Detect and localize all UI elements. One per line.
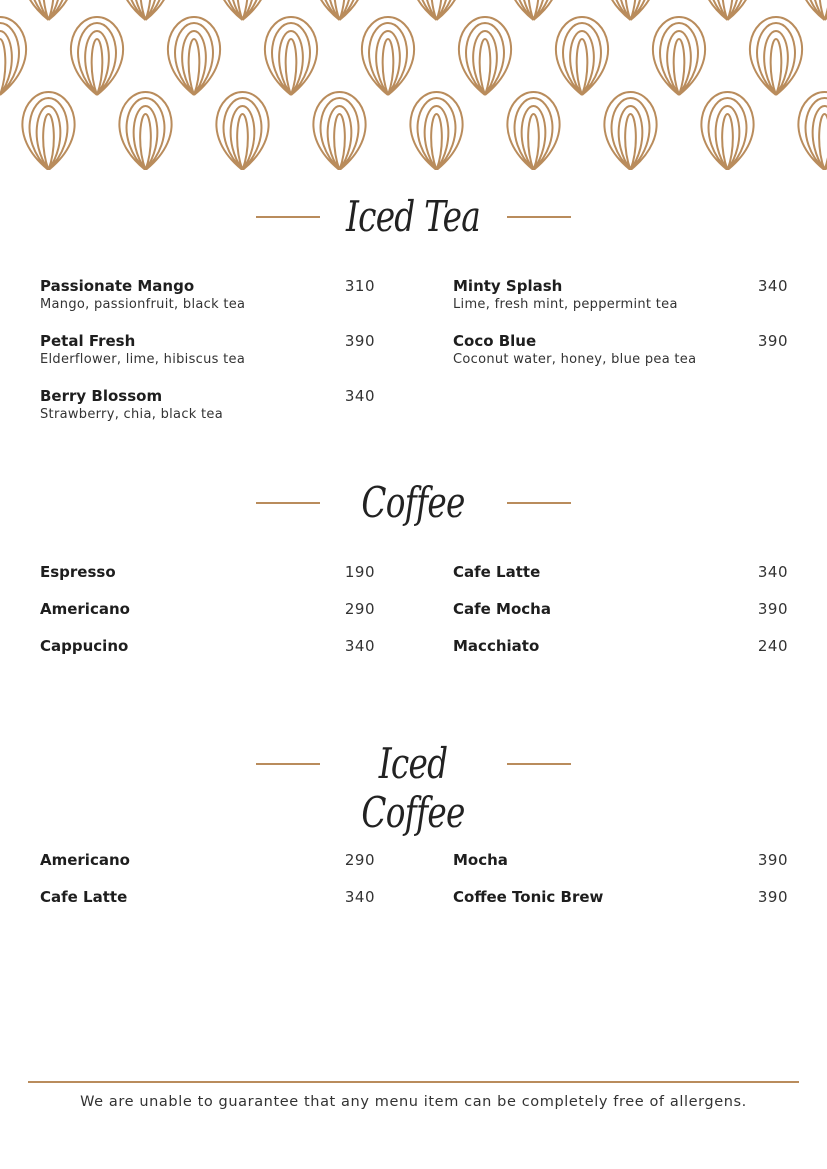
item-price: 390 — [757, 600, 788, 618]
item-price: 390 — [757, 888, 788, 906]
item-name: Macchiato — [453, 637, 540, 655]
item-name: Espresso — [40, 563, 116, 581]
footer-divider — [28, 1081, 799, 1083]
item-price: 340 — [344, 387, 375, 405]
item-name: Americano — [40, 600, 130, 618]
allergen-note: We are unable to guarantee that any menu item can be completely free of allergens. — [80, 1094, 747, 1110]
item-description: Mango, passionfruit, black tea — [40, 297, 246, 312]
item-price: 390 — [757, 332, 788, 350]
item-price: 190 — [344, 563, 375, 581]
heading-rule-left — [256, 502, 320, 504]
item-name: Cafe Mocha — [453, 600, 551, 618]
heading-rule-left — [256, 216, 320, 218]
item-price: 310 — [344, 277, 375, 295]
item-price: 340 — [344, 888, 375, 906]
section-title: Coffee — [361, 478, 465, 527]
item-description: Coconut water, honey, blue pea tea — [453, 352, 697, 367]
item-name: Cappucino — [40, 637, 129, 655]
item-price: 340 — [757, 277, 788, 295]
item-price: 390 — [757, 851, 788, 869]
item-name: Berry Blossom — [40, 387, 163, 405]
item-name: Coffee Tonic Brew — [453, 888, 604, 906]
item-description: Strawberry, chia, black tea — [40, 407, 223, 422]
item-price: 390 — [344, 332, 375, 350]
section-heading — [0, 727, 827, 837]
item-price: 240 — [757, 637, 788, 655]
item-price: 290 — [344, 600, 375, 618]
section-heading — [0, 466, 827, 556]
gold-lotus-pattern — [0, 0, 827, 170]
heading-rule-right — [507, 502, 571, 504]
item-name: Minty Splash — [453, 277, 563, 295]
heading-rule-left — [256, 763, 320, 765]
section-title: Iced Tea — [345, 192, 481, 241]
item-name: Coco Blue — [453, 332, 537, 350]
heading-rule-right — [507, 216, 571, 218]
section-heading — [0, 180, 827, 270]
item-name: Americano — [40, 851, 130, 869]
item-description: Lime, fresh mint, peppermint tea — [453, 297, 678, 312]
item-name: Mocha — [453, 851, 508, 869]
section-title: Iced Coffee — [361, 739, 465, 837]
item-price: 340 — [757, 563, 788, 581]
item-name: Cafe Latte — [40, 888, 128, 906]
item-name: Petal Fresh — [40, 332, 136, 350]
item-description: Elderflower, lime, hibiscus tea — [40, 352, 246, 367]
heading-rule-right — [507, 763, 571, 765]
item-price: 340 — [344, 637, 375, 655]
item-name: Cafe Latte — [453, 563, 541, 581]
item-price: 290 — [344, 851, 375, 869]
item-name: Passionate Mango — [40, 277, 195, 295]
